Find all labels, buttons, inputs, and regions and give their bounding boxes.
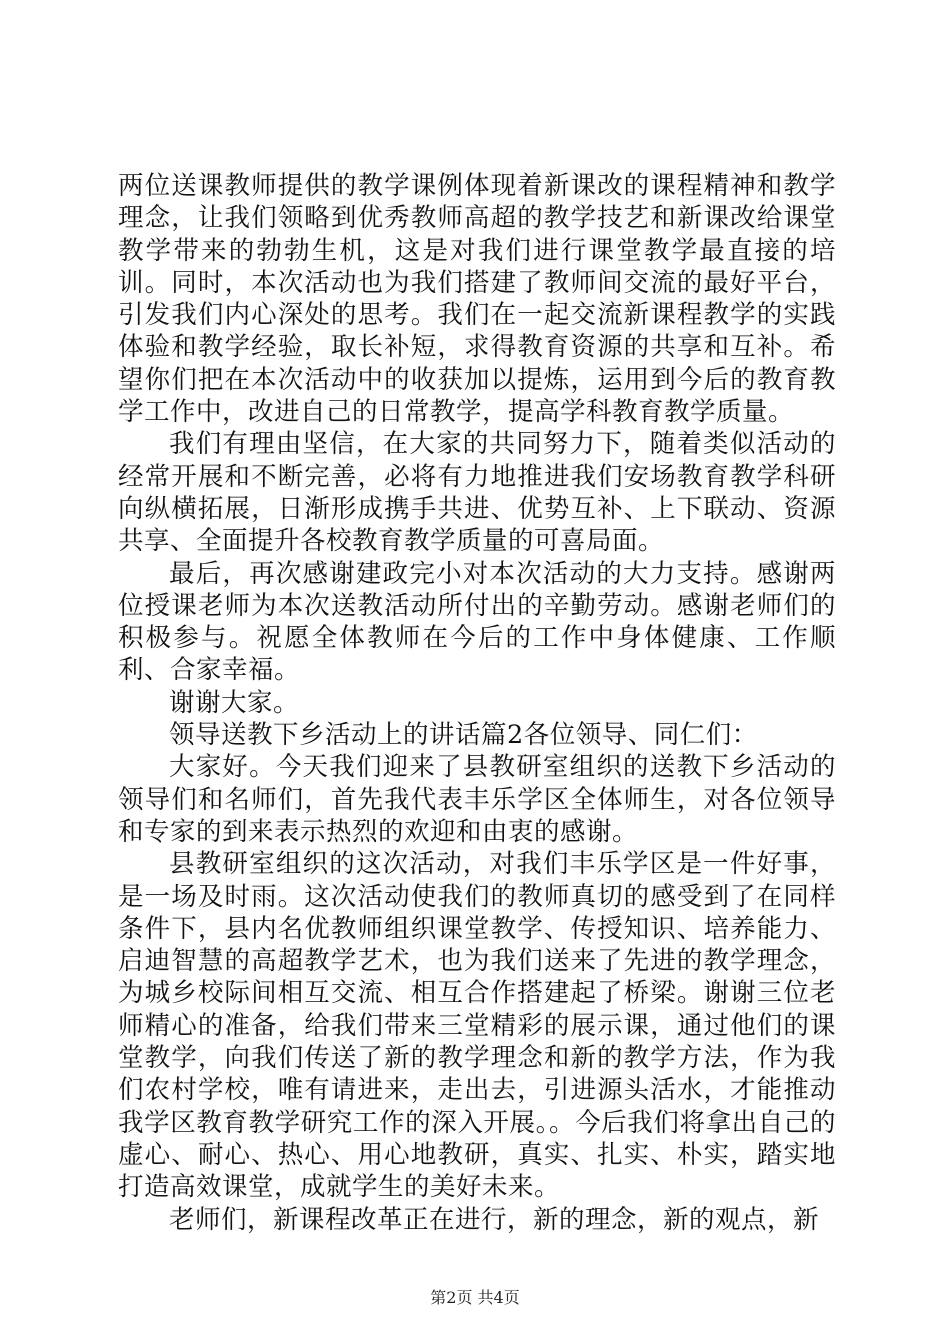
paragraph-5-heading: 领导送教下乡活动上的讲话篇2各位领导、同仁们：: [169, 720, 758, 751]
paragraph-7: 县教研室组织的这次活动，对我们丰乐学区是一件好事，是一场及时雨。这次活动使我们的教师真切的感受到了在同样条件下，县内名优教师组织课堂教学、传授知识、培养能力、启迪智慧的高超教学艺术，也为我们送来了先进的教学理念，为城乡校际间相互交流、相互合作搭建起了桥梁。谢谢三位老师精心的准备，给我们带来三堂精彩的展示课，通过他们的课堂教学，向我们传送了新的教学理念和新的教学方法，作为我们农村学校，唯有请进来，走出去，引进源头活水，才能推动我学区教育教学研究工作的深入开展。。今后我们将拿出自己的虚心、耐心、热心、用心地教研，真实、扎实、朴实，踏实地打造高效课堂，成就学生的美好未来。: [118, 849, 836, 1203]
paragraph-3: 最后，再次感谢建政完小对本次活动的大力支持。感谢两位授课老师为本次送教活动所付出的辛勤劳动。感谢老师们的积极参与。祝愿全体教师在今后的工作中身体健康、工作顺利、合家幸福。: [118, 558, 836, 686]
paragraph-8: 老师们，新课程改革正在进行，新的理念，新的观点，新: [169, 1204, 820, 1235]
paragraph-4: 谢谢大家。: [169, 687, 300, 718]
paragraph-2: 我们有理由坚信，在大家的共同努力下，随着类似活动的经常开展和不断完善，必将有力地推进我们安场教育教学科研向纵横拓展，日渐形成携手共进、优势互补、上下联动、资源共享、全面提升各校教育教学质量的可喜局面。: [118, 429, 836, 557]
page-number-footer: 第2页 共4页: [430, 1288, 520, 1307]
document-body: [118, 170, 836, 1236]
paragraph-6: 大家好。今天我们迎来了县教研室组织的送教下乡活动的领导们和名师们，首先我代表丰乐学区全体师生，对各位领导和专家的到来表示热烈的欢迎和由衷的感谢。: [118, 752, 836, 847]
paragraph-1: 两位送课教师提供的教学课例体现着新课改的课程精神和教学理念，让我们领略到优秀教师高超的教学技艺和新课改给课堂教学带来的勃勃生机，这是对我们进行课堂教学最直接的培训。同时，本次活动也为我们搭建了教师间交流的最好平台，引发我们内心深处的思考。我们在一起交流新课程教学的实践体验和教学经验，取长补短，求得教育资源的共享和互补。希望你们把在本次活动中的收获加以提炼，运用到今后的教育教学工作中，改进自己的日常教学，提高学科教育教学质量。: [118, 171, 836, 428]
